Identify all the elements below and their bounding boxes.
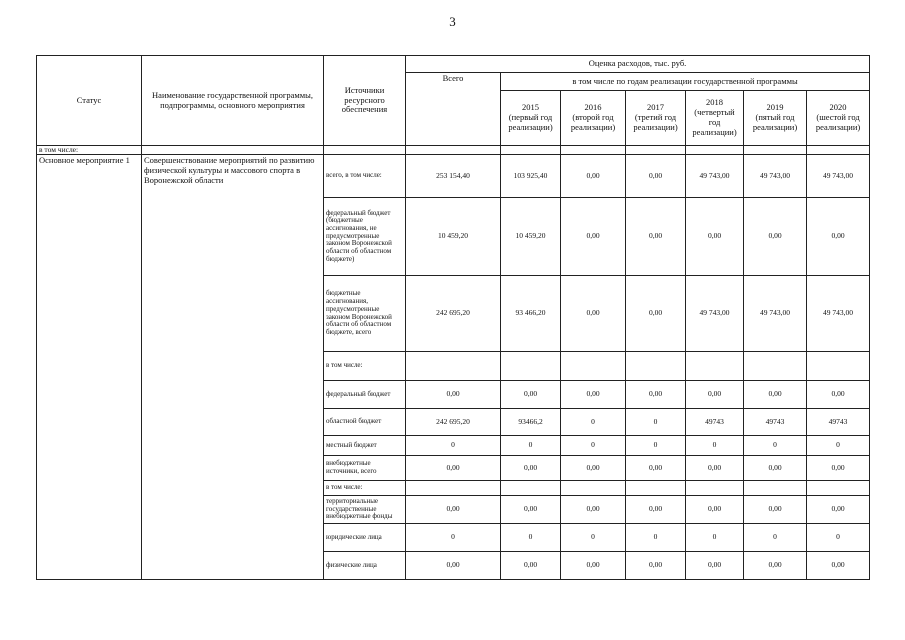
total-value-cell: 0,00 <box>406 456 501 481</box>
header-year-2019 <box>744 91 807 146</box>
year-value-cell <box>626 352 686 381</box>
source-cell: федеральный бюджет (бюджетные ассигнования, не предусмотренные законом Воронежской области об областном бюджете) <box>324 198 406 276</box>
year-value-cell: 0,00 <box>626 456 686 481</box>
year-label: 2019 <box>766 102 784 113</box>
program-name-cell: Совершенствование мероприятий по развитию физической культуры и массового спорта в Воронежской области <box>142 155 324 580</box>
year-value-cell: 0,00 <box>686 552 744 580</box>
year-value-cell: 0,00 <box>501 456 561 481</box>
source-cell: в том числе: <box>324 481 406 496</box>
source-cell: физические лица <box>324 552 406 580</box>
year-value-cell: 0,00 <box>744 496 807 524</box>
year-value-cell: 0,00 <box>686 456 744 481</box>
total-value-cell <box>406 352 501 381</box>
year-value-cell: 49 743,00 <box>807 155 870 198</box>
year-value-cell: 0,00 <box>561 198 626 276</box>
source-cell: всего, в том числе: <box>324 155 406 198</box>
year-value-cell: 0 <box>561 409 626 436</box>
year-value-cell: 0,00 <box>626 496 686 524</box>
table-row <box>37 155 870 198</box>
total-value-cell: 0,00 <box>406 496 501 524</box>
year-value-cell: 10 459,20 <box>501 198 561 276</box>
year-value-cell: 0,00 <box>501 552 561 580</box>
year-value-cell: 0,00 <box>807 381 870 409</box>
year-value-cell: 49 743,00 <box>744 155 807 198</box>
source-cell: юридические лица <box>324 524 406 552</box>
total-value-cell: 0,00 <box>406 552 501 580</box>
header-program-name: Наименование государственной программы, подпрограммы, основного мероприятия <box>142 56 324 146</box>
total-value-cell: 10 459,20 <box>406 198 501 276</box>
year-value-cell: 0,00 <box>626 552 686 580</box>
total-value-cell: 0 <box>406 436 501 456</box>
year-value-cell: 0 <box>626 436 686 456</box>
year-note: (второй год реализации) <box>570 112 616 132</box>
year-value-cell: 49 743,00 <box>744 276 807 352</box>
source-cell: местный бюджет <box>324 436 406 456</box>
source-cell: внебюджетные источники, всего <box>324 456 406 481</box>
year-value-cell: 0 <box>626 524 686 552</box>
year-note: (третий год реализации) <box>633 112 678 132</box>
year-value-cell: 0,00 <box>561 496 626 524</box>
year-value-cell: 0,00 <box>744 552 807 580</box>
year-value-cell: 0,00 <box>561 456 626 481</box>
year-value-cell: 0 <box>744 436 807 456</box>
total-value-cell: 0,00 <box>406 381 501 409</box>
header-year-2018 <box>686 91 744 146</box>
year-value-cell <box>744 481 807 496</box>
year-value-cell <box>501 481 561 496</box>
year-value-cell: 49743 <box>744 409 807 436</box>
year-value-cell: 0,00 <box>807 198 870 276</box>
header-year-2020 <box>807 91 870 146</box>
year-value-cell: 0,00 <box>561 155 626 198</box>
resource-table <box>36 55 870 580</box>
year-value-cell: 0 <box>501 524 561 552</box>
source-cell: областной бюджет <box>324 409 406 436</box>
page-number: 3 <box>449 14 456 29</box>
year-value-cell: 0,00 <box>744 198 807 276</box>
year-value-cell: 0,00 <box>807 496 870 524</box>
source-cell: в том числе: <box>324 352 406 381</box>
year-value-cell: 0 <box>807 524 870 552</box>
year-value-cell: 0,00 <box>807 456 870 481</box>
year-value-cell: 0,00 <box>744 456 807 481</box>
year-note: (первый год реализации) <box>508 112 553 132</box>
year-value-cell: 0 <box>561 436 626 456</box>
total-value-cell: 253 154,40 <box>406 155 501 198</box>
year-value-cell: 0 <box>561 524 626 552</box>
year-value-cell: 0,00 <box>561 381 626 409</box>
year-value-cell <box>744 352 807 381</box>
year-value-cell: 0 <box>807 436 870 456</box>
total-value-cell: 242 695,20 <box>406 409 501 436</box>
year-label: 2015 <box>522 102 539 113</box>
year-value-cell: 0,00 <box>561 276 626 352</box>
year-value-cell: 0 <box>686 524 744 552</box>
year-value-cell <box>686 352 744 381</box>
year-value-cell: 0,00 <box>744 381 807 409</box>
header-year-2015 <box>501 91 561 146</box>
year-value-cell: 49 743,00 <box>686 155 744 198</box>
total-value-cell <box>406 481 501 496</box>
year-value-cell: 93466,2 <box>501 409 561 436</box>
year-value-cell: 0,00 <box>626 198 686 276</box>
year-value-cell <box>561 352 626 381</box>
year-value-cell: 49 743,00 <box>686 276 744 352</box>
source-cell: территориальные государственные внебюджетные фонды <box>324 496 406 524</box>
year-value-cell: 0 <box>744 524 807 552</box>
total-value-cell: 242 695,20 <box>406 276 501 352</box>
year-note: (пятый год реализации) <box>752 112 798 132</box>
year-value-cell: 49743 <box>807 409 870 436</box>
year-value-cell: 0,00 <box>807 552 870 580</box>
header-year-2016 <box>561 91 626 146</box>
year-value-cell: 0 <box>626 409 686 436</box>
year-value-cell: 0,00 <box>686 381 744 409</box>
year-value-cell: 0,00 <box>686 496 744 524</box>
year-value-cell: 49743 <box>686 409 744 436</box>
status-cell: Основное мероприятие 1 <box>37 155 142 580</box>
year-value-cell: 0 <box>686 436 744 456</box>
header-by-years: в том числе по годам реализации государственной программы <box>501 73 870 91</box>
year-value-cell: 0,00 <box>561 552 626 580</box>
year-value-cell <box>686 481 744 496</box>
year-value-cell <box>561 481 626 496</box>
year-value-cell: 49 743,00 <box>807 276 870 352</box>
total-value-cell: 0 <box>406 524 501 552</box>
year-label: 2020 <box>829 102 847 113</box>
including-label: в том числе: <box>37 146 142 155</box>
year-value-cell: 0,00 <box>626 381 686 409</box>
year-note: (четвертый год реализации) <box>692 107 737 137</box>
year-value-cell: 0,00 <box>501 381 561 409</box>
year-value-cell <box>807 481 870 496</box>
year-label: 2018 <box>706 97 723 108</box>
year-label: 2016 <box>584 102 602 113</box>
year-value-cell: 0,00 <box>686 198 744 276</box>
year-value-cell: 0,00 <box>626 276 686 352</box>
source-cell: бюджетные ассигнования, предусмотренные законом Воронежской области об областном бюджете, всего <box>324 276 406 352</box>
source-cell: федеральный бюджет <box>324 381 406 409</box>
header-sources: Источники ресурсного обеспечения <box>324 56 406 146</box>
year-label: 2017 <box>647 102 664 113</box>
header-year-2017 <box>626 91 686 146</box>
year-value-cell: 0 <box>501 436 561 456</box>
year-value-cell: 93 466,20 <box>501 276 561 352</box>
year-value-cell: 0,00 <box>626 155 686 198</box>
year-value-cell <box>626 481 686 496</box>
header-status: Статус <box>37 56 142 146</box>
header-total: Всего <box>406 73 501 146</box>
year-value-cell: 103 925,40 <box>501 155 561 198</box>
year-value-cell: 0,00 <box>501 496 561 524</box>
year-value-cell <box>501 352 561 381</box>
header-estimate: Оценка расходов, тыс. руб. <box>406 56 870 73</box>
year-note: (шестой год реализации) <box>815 112 861 132</box>
year-value-cell <box>807 352 870 381</box>
